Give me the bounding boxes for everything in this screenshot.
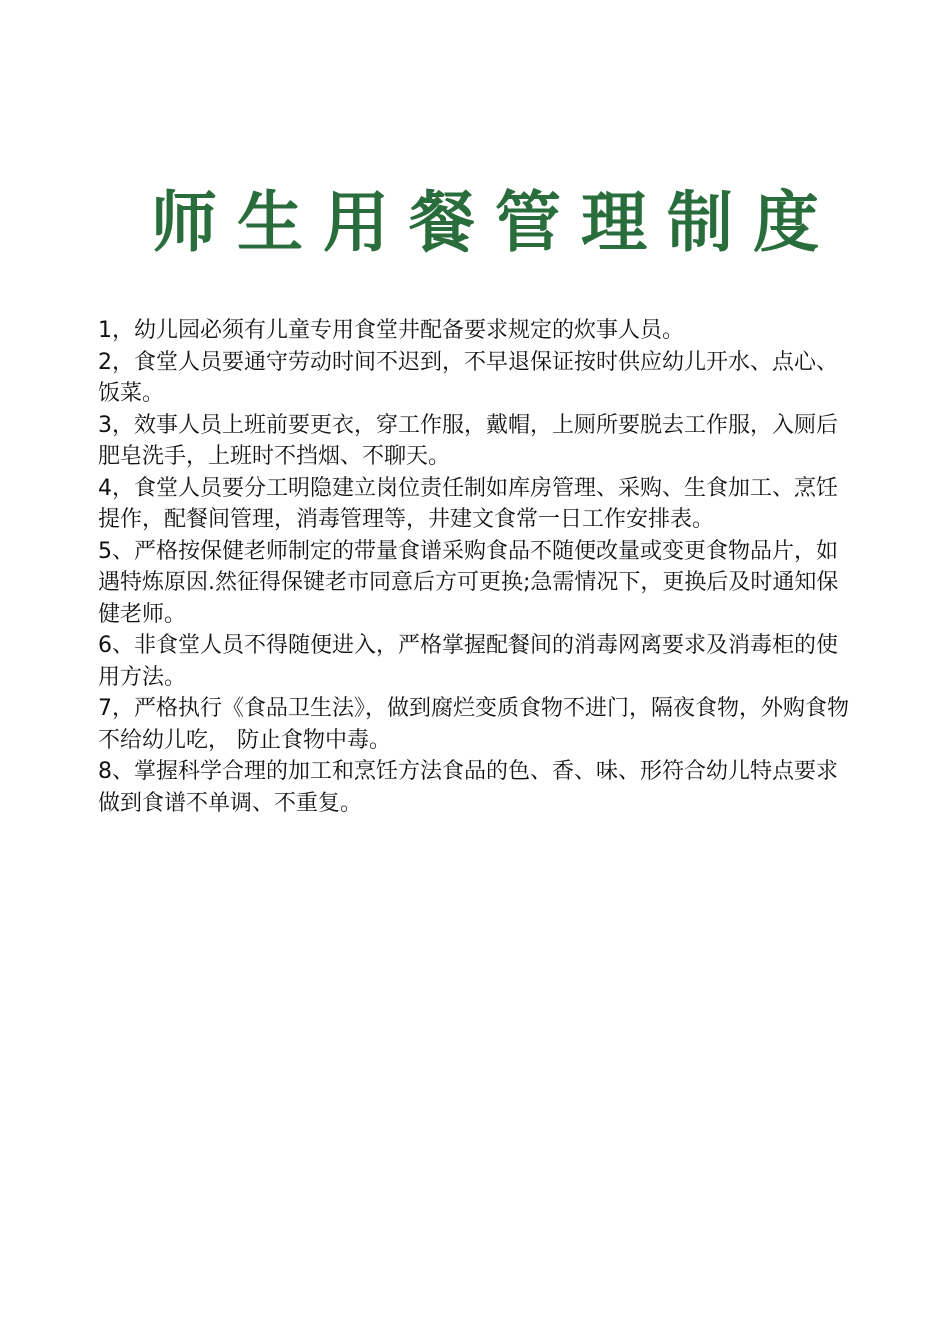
rule-item-5: 5、严格按保健老师制定的带量食谱采购食品不随便改量或变更食物品片，如遇特炼原因.然征得保键老市同意后方可更换;急需情况下，更换后及时通知保健老师。 [98, 538, 839, 627]
document-body [98, 315, 850, 819]
rule-item-6: 6、非食堂人员不得随便进入，严格掌握配餐间的消毒网离要求及消毒柜的使用方法。 [98, 633, 838, 690]
rule-item-2: 2，食堂人员要通守劳动时间不迟到，不早退保证按时供应幼儿开水、点心、饭菜。 [98, 349, 838, 406]
rule-item-1: 1，幼儿园必须有儿童专用食堂井配备要求规定的炊事人员。 [98, 318, 684, 343]
document-title: 师生用餐管理制度 [151, 184, 839, 261]
rule-item-3: 3，效事人员上班前要更衣，穿工作服，戴帽，上厕所要脱去工作服，入厕后肥皂洗手，上班时不挡烟、不聊天。 [98, 412, 838, 469]
rule-item-8: 8、掌握科学合理的加工和烹饪方法食品的色、香、味、形符合幼儿特点要求做到食谱不单调、不重复。 [98, 759, 838, 816]
rule-item-4: 4，食堂人员要分工明隐建立岗位责任制如库房管理、采购、生食加工、烹饪提作，配餐间管理，消毒管理等，井建文食常一日工作安排表。 [98, 475, 838, 532]
rule-item-7: 7，严格执行《食品卫生法》，做到腐烂变质食物不进门，隔夜食物，外购食物不给幼儿吃， 防止食物中毒。 [98, 696, 849, 753]
